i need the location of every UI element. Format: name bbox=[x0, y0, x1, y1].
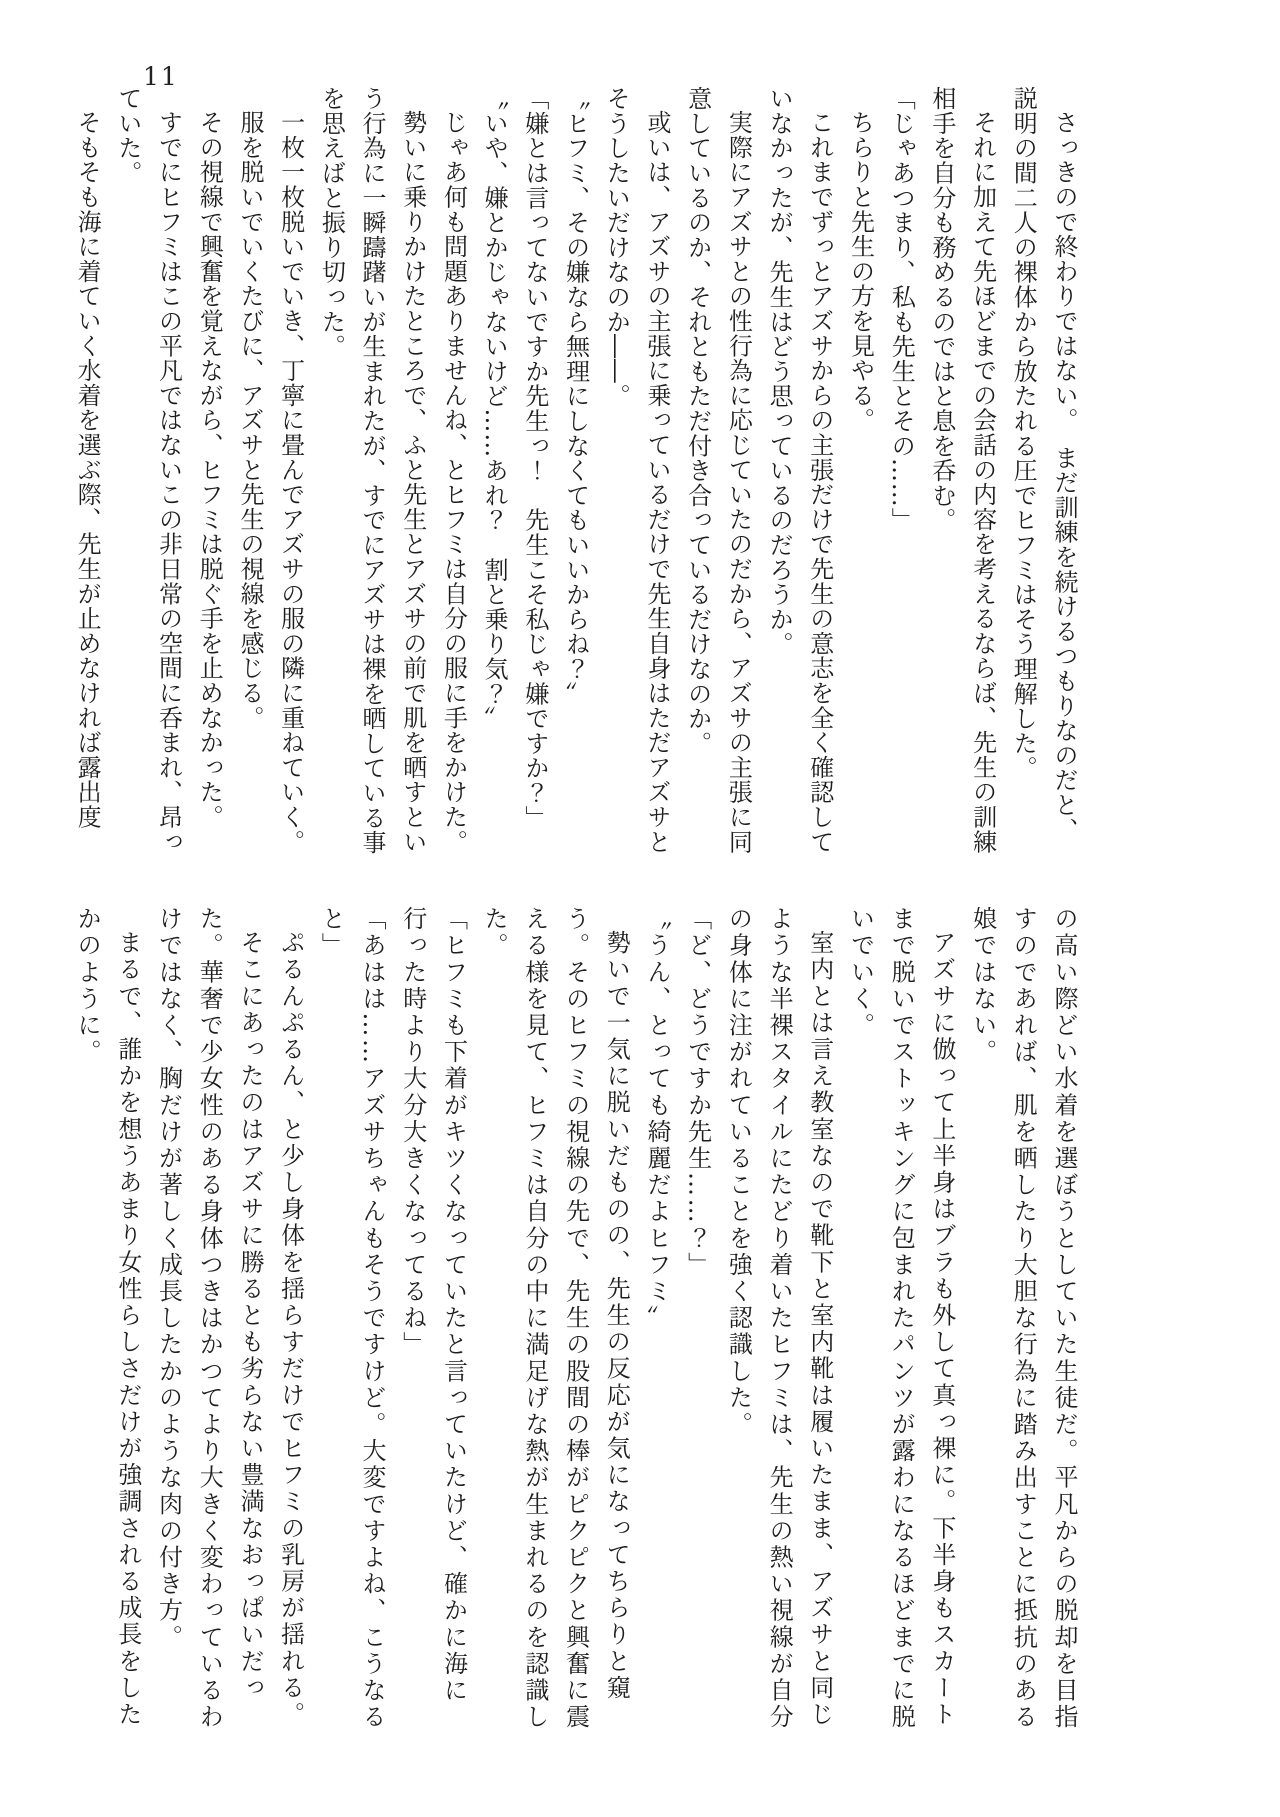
paragraph: の高い際どい水着を選ぼうとしていた生徒だ。平凡からの脱却を目指すのであれば、肌を晒したり大胆な行為に踏み出すことに抵抗のある娘ではない。 bbox=[968, 906, 1078, 1731]
paragraph: 〝いや、嫌とかじゃないけど……あれ？ 割と乗り気？〟 bbox=[480, 86, 509, 731]
paragraph: 一枚一枚脱いでいき、丁寧に畳んでアズサの服の隣に重ねていく。 bbox=[276, 110, 305, 854]
paragraph: これまでずっとアズサからの主張だけで先生の意志を全く確認していなかったが、先生はどう思っているのだろうか。 bbox=[765, 86, 834, 854]
paragraph: じゃあ何も問題ありませんね、とヒフミは自分の服に手をかけた。 bbox=[439, 110, 468, 854]
paragraph: 「あはは……アズサちゃんもそうですけど。大変ですよね、こうなると」 bbox=[317, 906, 387, 1731]
paragraph: 服を脱いでいくたびに、アズサと先生の視線を感じる。 bbox=[235, 110, 264, 730]
page-number: 11 bbox=[143, 62, 179, 91]
paragraph: 「嫌とは言ってないですか先生っ！ 先生こそ私じゃ嫌ですか？」 bbox=[520, 86, 549, 830]
paragraph: 或いは、アズサの主張に乗っているだけで先生自身はただアズサとそうしたいだけなのか――。 bbox=[602, 86, 671, 854]
paragraph: アズサに倣って上半身はブラも外して真っ裸に。下半身もスカートまで脱いでストッキングに包まれたパンツが露わになるほどまでに脱いでいく。 bbox=[846, 906, 956, 1731]
paragraph: さっきので終わりではない。 まだ訓練を続けるつもりなのだと、説明の間二人の裸体から放たれる圧でヒフミはそう理解した。 bbox=[1009, 86, 1078, 842]
paragraph: それに加えて先ほどまでの会話の内容を考えるならば、先生の訓練相手を自分も務めるのではと息を呑む。 bbox=[927, 86, 997, 854]
paragraph: その視線で興奮を覚えながら、ヒフミは脱ぐ手を止めなかった。 bbox=[195, 110, 224, 830]
paragraph: 室内とは言え教室なので靴下と室内靴は履いたまま、アズサと同じような半裸スタイルにたどり着いたヒフミは、先生の熱い視線が自分の身体に注がれていることを強く認識した。 bbox=[724, 906, 834, 1731]
paragraph: 実際にアズサとの性行為に応じていたのだから、アズサの主張に同意しているのか、それともただ付き合っているだけなのか。 bbox=[683, 86, 753, 854]
paragraph: 「ど、どうですか先生……？」 bbox=[683, 906, 712, 1279]
paragraph: ちらりと先生の方を見やる。 bbox=[846, 110, 875, 433]
text-block-bottom bbox=[66, 906, 1084, 1736]
paragraph: 「じゃあつまり、私も先生とその……」 bbox=[887, 86, 916, 533]
paragraph: まるで、誰かを想うあまり女性らしさだけが強調される成長をしたかのように。 bbox=[73, 906, 142, 1728]
paragraph: 〝うん、とっても綺麗だよヒフミ〟 bbox=[642, 906, 671, 1332]
paragraph: 〝ヒフミ、その嫌なら無理にしなくてもいいからね？〟 bbox=[561, 86, 590, 706]
paragraph: 「ヒフミも下着がキツくなっていたと言っていたけど、確かに海に行った時より大分大きくなってるね」 bbox=[398, 906, 468, 1704]
paragraph: 勢いに乗りかけたところで、ふと先生とアズサの前で肌を晒すという行為に一瞬躊躇いが生まれたが、すでにアズサは裸を晒している事を思えばと振り切った。 bbox=[317, 86, 427, 855]
paragraph: 勢いで一気に脱いだものの、先生の反応が気になってちらりと窺う。そのヒフミの視線の先で、先生の股間の棒がピクピクと興奮に震える様を見て、ヒフミは自分の中に満足げな熱が生まれるのを認識した。 bbox=[480, 906, 631, 1731]
paragraph: そこにあったのはアズサに勝るとも劣らない豊満なおっぱいだった。華奢で少女性のある身体つきはかつてより大きく変わっているわけではなく、胸だけが著しく成長したかのような肉の付き方。 bbox=[154, 906, 264, 1731]
text-block-top bbox=[66, 86, 1084, 866]
paragraph: すでにヒフミはこの平凡ではないこの非日常の空間に呑まれ、昂っていた。 bbox=[113, 86, 183, 854]
paragraph: ぷるんぷるん、と少し身体を揺らすだけでヒフミの乳房が揺れる。 bbox=[276, 930, 305, 1728]
paragraph: そもそも海に着ていく水着を選ぶ際、先生が止めなければ露出度 bbox=[73, 110, 102, 830]
